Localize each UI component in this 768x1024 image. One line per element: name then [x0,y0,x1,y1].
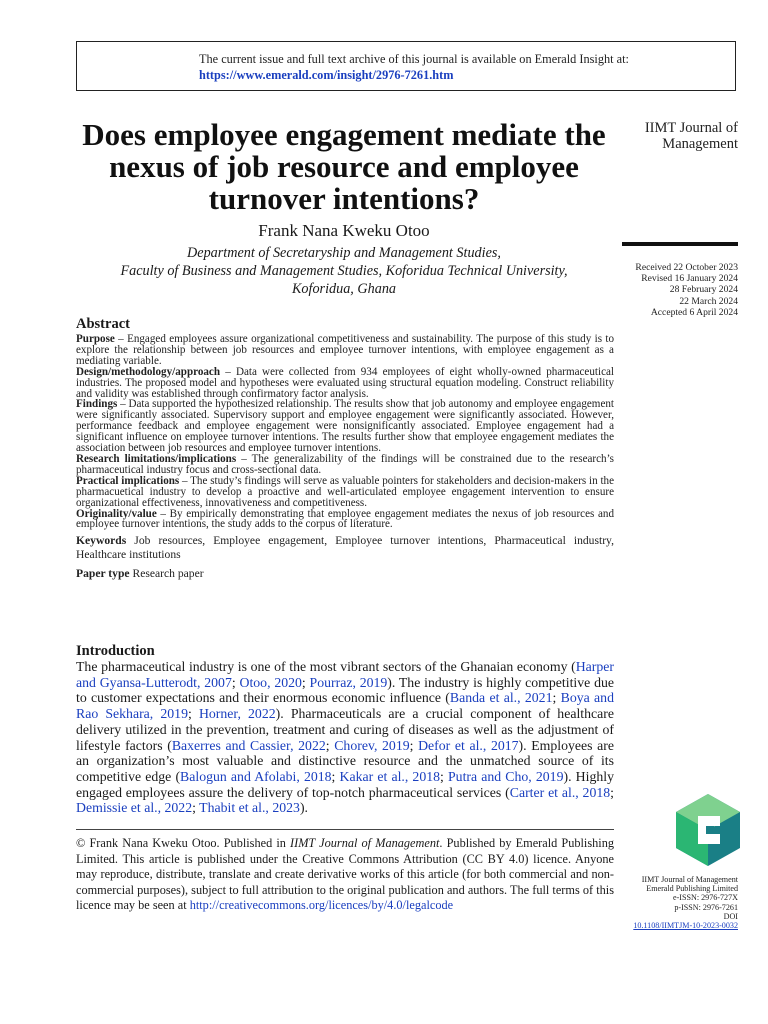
originality-label: Originality/value [76,507,157,520]
abstract-findings [76,399,614,454]
citation-link[interactable]: Otoo, 2020 [239,674,302,690]
practical-label: Practical implications [76,474,180,487]
abstract-heading: Abstract [76,316,130,332]
citation-link[interactable]: Demissie et al., 2022 [76,800,193,816]
findings-label: Findings [76,398,118,411]
abstract-limitations [76,454,614,476]
citation-separator: ; [192,800,200,816]
pub-publisher: Emerald Publishing Limited [646,884,738,894]
intro-text: ). [299,800,308,816]
article-title: Does employee engagement mediate the nexus of job resource and employee turnover intentions? [82,117,606,216]
affiliation-line1: Department of Secretaryship and Management Studies, [187,245,501,261]
license-note [76,836,614,914]
originality-text: – By empirically demonstrating that employee engagement mediates the nexus of job resources and employee turnover intentions, the study adds to the corpus of literature. [76,507,614,531]
citation-link[interactable]: Carter et al., 2018 [509,784,611,800]
intro-text: The pharmaceutical industry is one of the most vibrant sectors of the Ghanaian economy ( [76,659,576,674]
publication-info [633,875,738,930]
citation-link[interactable]: Putra and Cho, 2019 [448,768,564,784]
design-label: Design/methodology/approach [76,365,221,378]
emerald-logo-icon [676,794,740,866]
citation-link[interactable]: Horner, 2022 [198,706,276,722]
author-name: Frank Nana Kweku Otoo [258,221,430,240]
citation-link[interactable]: Balogun and Afolabi, 2018 [180,768,332,784]
license-link[interactable]: http://creativecommons.org/licences/by/4.0/legalcode [189,898,454,912]
citation-link[interactable]: Harper and Gyansa-Lutterodt, 2007 [76,659,614,690]
license-divider [76,829,614,830]
intro-text: ). The industry is highly competitive due to customer expectations and their enormous economic influence ( [76,674,614,706]
citation-separator: ; [301,674,310,690]
banner-url-link[interactable]: https://www.emerald.com/insight/2976-7261.htm [199,68,454,82]
banner-text-block [199,51,629,83]
keywords-label: Keywords [76,534,127,548]
journal-name-line1: IIMT Journal of [644,120,738,136]
license-journal-name: IIMT Journal of Management [290,836,440,850]
revised-date-3: 22 March 2024 [679,295,738,307]
practical-text: – The study’s findings will serve as valuable pointers for stakeholders and decision-makers in the pharmacuetical industry to develop a proactive and well-articulated employee engagement intervention to ensure organizational effectiveness, innovativeness and competitiveness. [76,474,614,509]
doi-link[interactable]: 10.1108/IIMTJM-10-2023-0032 [633,921,738,931]
design-text: – Data were collected from 934 employees of eight wholly-owned pharmaceutical industries. The proposed model and hypotheses were evaluated using structural equation modeling. Construct reliability and validity was established through confirmatory factor analysis. [76,365,614,400]
intro-text: ). Pharmaceuticals are a crucial component of healthcare delivery utilized in the prevention, treatment and curing of diseases as well as the adjustment of lifestyle factors ( [76,706,614,753]
affiliation-line3: Koforidua, Ghana [291,281,397,297]
citation-link[interactable]: Pourraz, 2019 [309,674,388,690]
citation-separator: ; [610,784,614,800]
journal-name [645,120,738,152]
citation-link[interactable]: Banda et al., 2021 [449,690,553,706]
pub-pissn: p-ISSN: 2976-7261 [674,902,738,912]
citation-link[interactable]: Kakar et al., 2018 [339,768,441,784]
license-text: © Frank Nana Kweku Otoo. Published in [76,836,290,850]
abstract-practical [76,476,614,509]
abstract-body [76,334,614,581]
paper-type [76,567,614,581]
received-date: Received 22 October 2023 [635,262,738,273]
pub-eissn: e-ISSN: 2976-727X [673,893,738,903]
citation-link[interactable]: Defor et al., 2017 [418,737,519,753]
introduction-heading: Introduction [76,643,155,659]
keywords-text: Job resources, Employee engagement, Employee turnover intentions, Pharmaceutical industry, Healthcare institutions [76,534,614,562]
findings-text: – Data supported the hypothesized relationship. The results show that job autonomy and employee engagement were significantly associated. Supervisory support and employee engagement were significantly associated. However, performance feedback and employee engagement were nonsignificantly associated. Employee engagement had a significant influence on employee turnover intentions. The results further show that employee engagement mediates the association between job resources and employee turnover intentions. [76,398,614,455]
citation-separator: ; [187,706,199,722]
paper-type-label: Paper type [76,567,130,581]
citation-separator: ; [409,737,419,753]
limitations-text: – The generalizability of the findings will be constrained due to the research’s pharmaceutical industry focus and cross-sectional data. [76,452,614,476]
citation-link[interactable]: Chorev, 2019 [334,737,410,753]
citation-separator: ; [552,690,561,706]
revised-date-2: 28 February 2024 [669,284,738,296]
paper-type-text: Research paper [129,567,204,581]
abstract-originality [76,509,614,531]
intro-text: ). Employees are an organization’s most valuable and distinctive resource and the unmatched source of its competitive edge ( [76,737,614,784]
article-history-dates [635,262,738,318]
abstract-purpose [76,334,614,367]
pub-doi [633,912,738,930]
journal-archive-banner [76,41,736,91]
citation-separator: ; [325,737,335,753]
affiliation-line2: Faculty of Business and Management Studies, Koforidua Technical University, [120,263,568,279]
citation-separator: ; [440,768,448,784]
intro-text: ). Highly engaged employees assure the delivery of top-notch pharmaceutical services ( [76,768,614,800]
purpose-label: Purpose [76,333,115,345]
purpose-text: – Engaged employees assure organizational competitiveness and sustainability. The purpose of this study is to explore the relationship between job resources and employee turnover intentions, with employee engagement as a mediating variable. [76,333,614,367]
citation-link[interactable]: Baxerres and Cassier, 2022 [171,737,326,753]
doi-label: DOI [723,911,738,921]
journal-name-line2: Management [662,136,738,152]
sidebar-divider [622,242,738,246]
license-text: . Published by Emerald Publishing Limited. This article is published under the Creative Commons Attribution (CC BY 4.0) licence. Anyone may reproduce, distribute, translate and create derivative works of this article (for both commercial and non-commercial purposes), subject to full attribution to the original publication and authors. The full terms of this licence may be seen at [76,836,614,912]
pub-journal: IIMT Journal of Management [641,875,738,884]
banner-text: The current issue and full text archive of this journal is available on Emerald Insight at: [199,52,629,66]
citation-link[interactable]: Boya and Rao Sekhara, 2019 [76,690,614,722]
keywords [76,534,614,562]
abstract-design [76,367,614,400]
citation-separator: ; [231,674,240,690]
accepted-date: Accepted 6 April 2024 [650,306,738,318]
revised-date-1: Revised 16 January 2024 [641,273,738,285]
author-affiliation [64,244,624,298]
citation-link[interactable]: Thabit et al., 2023 [199,800,300,816]
limitations-label: Research limitations/implications [76,452,237,465]
citation-separator: ; [331,768,340,784]
introduction-paragraph [76,659,614,816]
